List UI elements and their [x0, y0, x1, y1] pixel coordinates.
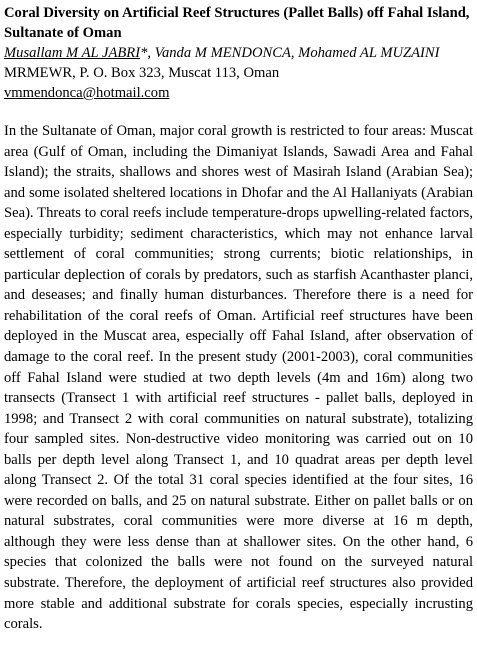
- author-line: [4, 43, 473, 63]
- co-authors: , Vanda M MENDONCA, Mohamed AL MUZAINI: [147, 45, 440, 61]
- abstract-body: In the Sultanate of Oman, major coral growth is restricted to four areas: Muscat area (Gulf of Oman, including the Dimaniyat Islands, Sawadi Area and Fahal Island); the straits, shallows and shores west of Masirah Island (Arabian Sea); and some isolated sheltered locations in Dhofar and the Al Hallaniyats (Arabian Sea). Threats to coral reefs include temperature-drops upwelling-related factors, especially turbidity; sediment characteristics, which may not enhance larval settlement of coral communities; strong currents; biotic relationships, in particular deplection of corals by predators, such as starfish Acanthaster planci, and deseases; and finally human disturbances. Therefore there is a need for rehabilitation of the coral reefs of Oman. Artificial reef structures have been deployed in the Muscat area, especially off Fahal Island, after observation of damage to the coral reef. In the present study (2001-2003), coral communities off Fahal Island were studied at two depth levels (4m and 16m) along two transects (Transect 1 with artificial reef structures - pallet balls, deployed in 1998; and Transect 2 with coral communities on natural substrate), totalizing four sampled sites. Non-destructive video monitoring was carried out on 10 balls per depth level along Transect 1, and 10 quadrat areas per depth level along Transect 2. Of the total 31 coral species identified at the four sites, 16 were recorded on balls, and 25 on natural substrate. Either on pallet balls or on natural substrates, coral communities were more diverse at 16 m depth, although they were less dense than at shallower sites. On the other hand, 6 species that colonized the balls were not found on the surveyed natural substrate. Therefore, the deployment of artificial reef structures also provided more stable and additional substrate for corals species, especially incrusting corals.: [4, 123, 473, 633]
- paper-title: Coral Diversity on Artificial Reef Structures (Pallet Balls) off Fahal Island, Sultanate of Oman: [4, 5, 470, 41]
- affiliation: MRMEWR, P. O. Box 323, Muscat 113, Oman: [4, 65, 280, 81]
- email-link[interactable]: vmmendonca@hotmail.com: [4, 85, 170, 101]
- corresponding-author-mark: *: [140, 45, 148, 61]
- corresponding-author: Musallam M AL JABRI: [4, 45, 141, 61]
